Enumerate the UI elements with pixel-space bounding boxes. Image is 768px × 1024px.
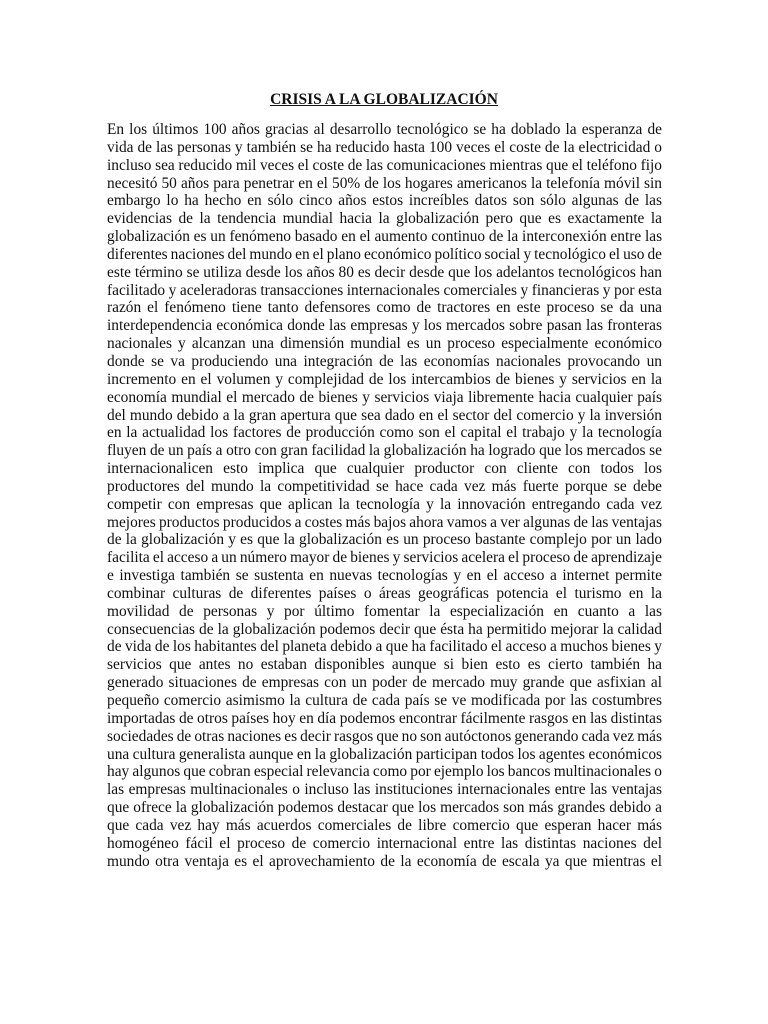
body-line: en la actualidad los factores de producción como son el capital el trabajo y la tecnología	[107, 424, 662, 442]
body-line: productores del mundo la competitividad se hace cada vez más fuerte porque se debe	[107, 477, 662, 495]
body-line: hay algunos que cobran especial relevancia como por ejemplo los bancos multinacionales o	[107, 763, 662, 781]
body-line: consecuencias de la globalización podemos decir que ésta ha permitido mejorar la calidad	[107, 620, 662, 638]
body-line: incremento en el volumen y complejidad de los intercambios de bienes y servicios en la	[107, 370, 662, 388]
body-line: competir con empresas que aplican la tecnología y la innovación entregando cada vez	[107, 495, 662, 513]
body-line: pequeño comercio asimismo la cultura de cada país se ve modificada por las costumbres	[107, 692, 662, 709]
body-line: mundo otra ventaja es el aprovechamiento de la economía de escala ya que mientras el	[107, 852, 662, 870]
body-line: vida de las personas y también se ha reducido hasta 100 veces el coste de la electricidad o	[107, 138, 662, 156]
body-line: interdependencia económica donde las empresas y los mercados sobre pasan las fronteras	[107, 317, 662, 335]
body-line: movilidad de personas y por último fomentar la especialización en cuanto a las	[107, 602, 662, 620]
body-line: fluyen de un país a otro con gran facilidad la globalización ha logrado que los mercados se	[107, 442, 662, 460]
body-line: diferentes naciones del mundo en el plano económico político social y tecnológico el uso de	[107, 245, 662, 263]
body-line: importadas de otros países hoy en día podemos encontrar fácilmente rasgos en las distintas	[107, 709, 662, 727]
body-line: las empresas multinacionales o incluso las instituciones internacionales entre las ventajas	[107, 781, 662, 799]
body-line: que ofrece la globalización podemos destacar que los mercados son más grandes debido a	[107, 799, 662, 817]
body-line: una cultura generalista aunque en la globalización participan todos los agentes económicos	[107, 745, 662, 763]
body-line: de vida de los habitantes del planeta debido a que ha facilitado el acceso a muchos bienes y	[107, 638, 662, 656]
body-line: que cada vez hay más acuerdos comerciales de libre comercio que esperan hacer más	[107, 816, 662, 834]
body-line: globalización es un fenómeno basado en el aumento continuo de la interconexión entre las	[107, 228, 663, 246]
body-line: generado situaciones de empresas con un poder de mercado muy grande que asfixian al	[107, 674, 662, 692]
body-line: homogéneo fácil el proceso de comercio internacional entre las distintas naciones del	[107, 834, 662, 852]
body-line: necesitó 50 años para penetrar en el 50% de los hogares americanos la telefonía móvil sin	[107, 174, 662, 192]
body-line: evidencias de la tendencia mundial hacia la globalización pero que es exactamente la	[107, 210, 662, 228]
body-line: e investiga también se sustenta en nuevas tecnologías y en el acceso a internet permite	[107, 567, 662, 585]
body-line: combinar culturas de diferentes países o áreas geográficas potencia el turismo en la	[107, 584, 662, 602]
body-line: nacionales y alcanzan una dimensión mundial es un proceso especialmente económico	[107, 335, 662, 353]
body-line: embargo lo ha hecho en sólo cinco años estos increíbles datos son sólo algunas de las	[107, 192, 662, 210]
body-line: del mundo debido a la gran apertura que sea dado en el sector del comercio y la inversión	[107, 406, 662, 424]
body-line: economía mundial el mercado de bienes y servicios viaja libremente hacia cualquier país	[107, 388, 662, 406]
body-line: donde se va produciendo una integración de las economías nacionales provocando un	[107, 352, 662, 370]
body-line: facilita el acceso a un número mayor de bienes y servicios acelera el proceso de aprendizaje	[107, 549, 662, 567]
body-line: En los últimos 100 años gracias al desarrollo tecnológico se ha doblado la esperanza de	[107, 121, 662, 138]
body-line: servicios que antes no estaban disponibles aunque si bien esto es cierto también ha	[107, 656, 662, 674]
body-line: razón el fenómeno tiene tanto defensores como de tractores en este proceso se da una	[107, 299, 662, 317]
document-body	[107, 121, 662, 870]
body-line: incluso sea reducido mil veces el coste de las comunicaciones mientras que el teléfono fijo	[107, 156, 662, 174]
document-title: CRISIS A LA GLOBALIZACIÓN	[270, 91, 498, 108]
body-line: este término se utiliza desde los años 80 es decir desde que los adelantos tecnológicos han	[107, 263, 662, 281]
body-line: facilitado y aceleradoras transacciones internacionales comerciales y financieras y por esta	[107, 281, 662, 299]
body-line: mejores productos producidos a costes más bajos ahora vamos a ver algunas de las ventajas	[107, 513, 662, 531]
body-line: sociedades de otras naciones es decir rasgos que no son autóctonos generando cada vez más	[107, 727, 662, 745]
body-line: internacionalicen esto implica que cualquier productor con cliente con todos los	[107, 460, 662, 478]
body-line: de la globalización y es que la globalización es un proceso bastante complejo por un lado	[107, 531, 662, 549]
